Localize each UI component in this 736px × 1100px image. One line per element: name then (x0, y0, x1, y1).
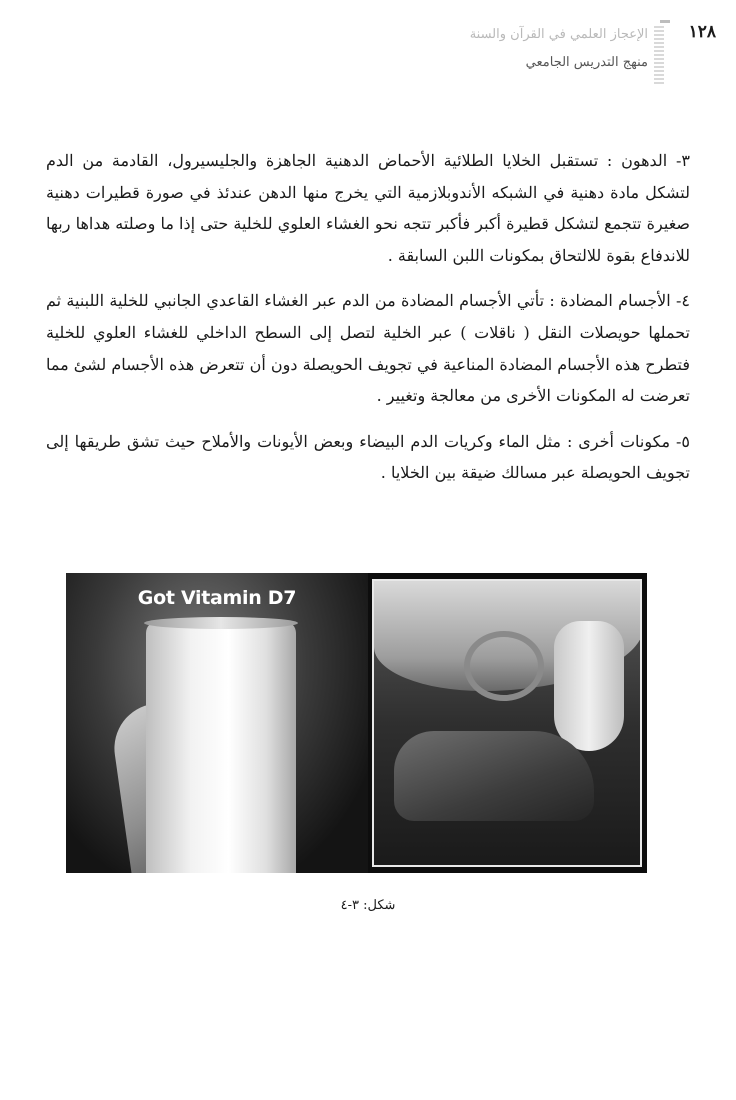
paragraph-other-components: ٥- مكونات أخرى : مثل الماء وكريات الدم البيضاء وبعض الأيونات والأملاح حيث تشق طريقها إلى تجويف الحويصلة عبر مسالك ضيقة بين الخلايا . (46, 431, 690, 483)
page-number: ١٢٨ (688, 22, 716, 42)
body-text (46, 145, 690, 503)
paragraph-fats: ٣- الدهون : تستقبل الخلايا الطلائية الأحماض الدهنية الجاهزة والجليسيرول، القادمة من الدم لتشكل مادة دهنية في الشبكه الأندوبلازمية التي يخرج منها الدهن عندئذ في صورة قطيرات دهنية صغيرة تتجمع لتشكل قطيرة أكبر فأكبر تتجه نحو الغشاء العلوي للخلية حتى إذا ما وصلته هداها ربها للاندفاع بقوة للالتحاق بمكونات اللبن السابقة . (46, 151, 691, 265)
milking-cup-shape (464, 631, 544, 701)
milking-photo (372, 579, 642, 867)
paragraph-antibodies: ٤- الأجسام المضادة : تأتي الأجسام المضادة من الدم عبر الغشاء القاعدي الجانبي للخلية اللبنية ثم تحملها حويصلات النقل ( ناقلات ) عبر الخلية لتصل إلى السطح الداخلي للغشاء العلوي للخلية فتطرح هذه الأجسام المضادة المناعية في تجويف الحويصلة دون أن تتعرض هذه الأجسام لشئ مما تعرضت له المكونات الأخرى من معالجة وتغيير . (46, 291, 690, 406)
glass-rim-shape (144, 617, 298, 629)
person-shape (394, 731, 594, 821)
header-rule (660, 20, 670, 23)
glass-shape (146, 621, 296, 873)
figure-caption: شكل: ٣-٤ (340, 898, 396, 913)
photo-headline: Got Vitamin D7 (137, 587, 297, 609)
book-title: الإعجاز العلمي في القرآن والسنة (469, 27, 648, 42)
book-subtitle: منهج التدريس الجامعي (525, 55, 648, 70)
udder-shape (554, 621, 624, 751)
figure (66, 573, 647, 873)
running-header (370, 26, 670, 74)
milk-glass-photo (66, 573, 368, 873)
